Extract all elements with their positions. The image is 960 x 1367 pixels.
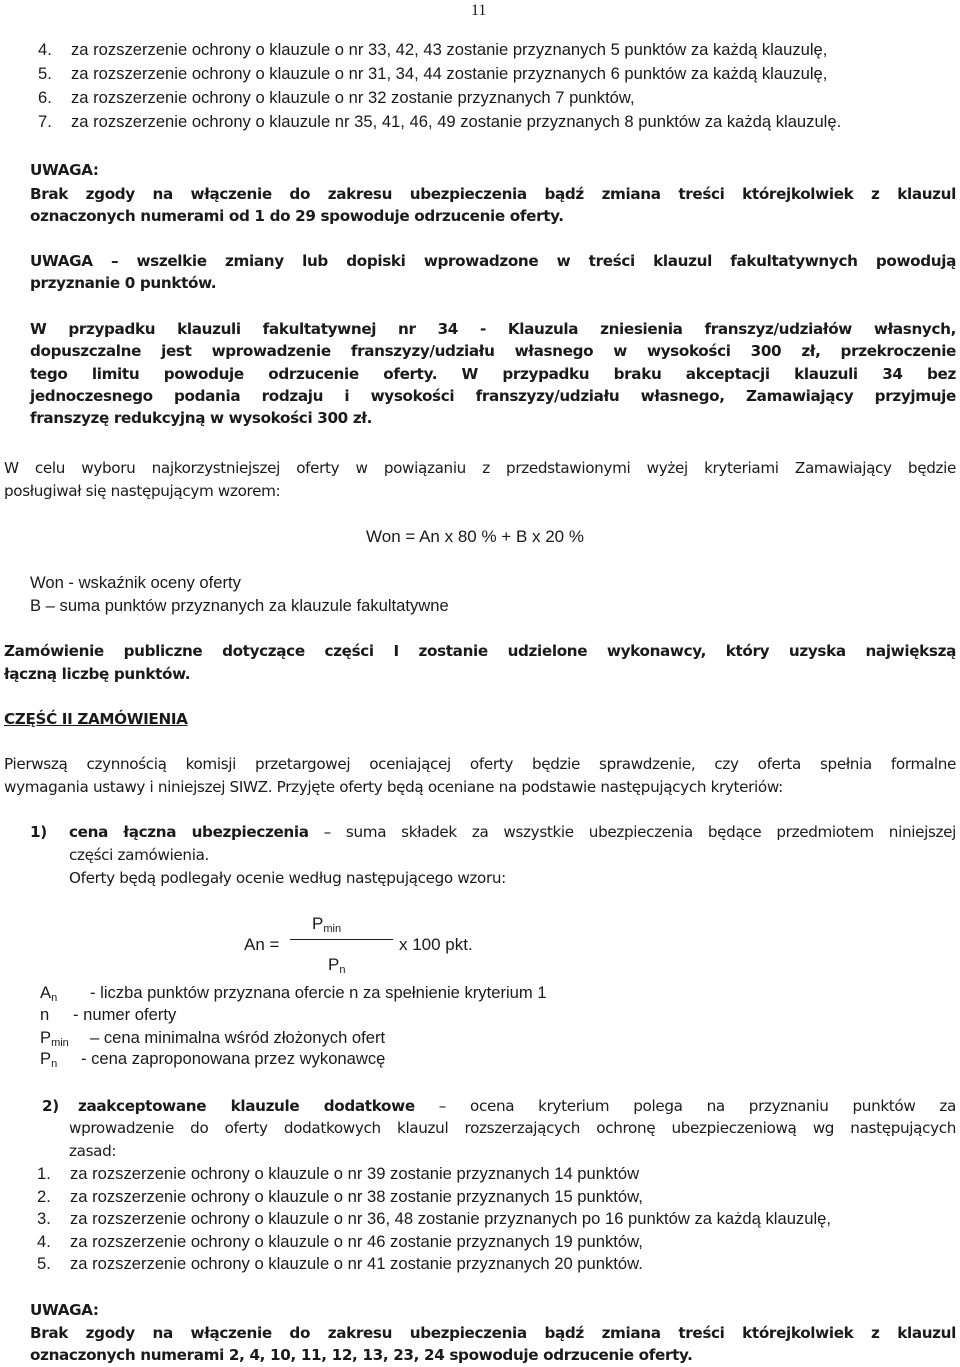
list-item: 7. za rozszerzenie ochrony o klauzule nr 35, 41, 46, 49 zostanie przyznanych 8 punktów za każdą klauzulę. [38,112,842,131]
criterion-line: cena łączna ubezpieczenia – suma składek za wszystkie ubezpieczenia będące przedmiotem niniejszej [69,823,956,841]
criterion-number: 2) [42,1097,59,1115]
criterion-title: cena łączna ubezpieczenia [69,823,309,841]
notice-heading: UWAGA: [30,161,99,179]
paragraph-line: wymagania ustawy i niniejszej SIWZ. Przyjęte oferty będą oceniane na podstawie następujących kryteriów: [4,778,783,796]
formula-an-rhs: x 100 pkt. [399,935,473,954]
legend-item: n - numer oferty [40,1005,177,1024]
criterion-line: części zamówienia. [69,846,210,864]
notice-heading: UWAGA: [30,1301,99,1319]
award-paragraph-line: łączną liczbę punktów. [4,665,191,683]
list-item: 5. za rozszerzenie ochrony o klauzule o nr 41 zostanie przyznanych 20 punktów. [37,1254,643,1273]
legend-b: B – suma punktów przyznanych za klauzule fakultatywne [30,596,449,615]
franchise-paragraph-line: tego limitu powoduje odrzucenie oferty. W przypadku braku akceptacji klauzuli 34 bez [30,365,956,383]
notice-text: przyznanie 0 punktów. [30,274,217,292]
criterion-line: zaakceptowane klauzule dodatkowe – ocena kryterium polega na przyznaniu punktów za [78,1097,956,1115]
criterion-title: zaakceptowane klauzule dodatkowe [78,1097,415,1115]
paragraph-line: W celu wyboru najkorzystniejszej oferty w powiązaniu z przedstawionymi wyżej kryteriami Zamawiający będzie [4,459,956,477]
notice-text: UWAGA – wszelkie zmiany lub dopiski wprowadzone w treści klauzul fakultatywnych powodują [30,252,956,270]
paragraph-line: posługiwał się następującym wzorem: [4,482,281,500]
formula-an-lhs: An = [244,935,280,954]
section-title: CZĘŚĆ II ZAMÓWIENIA [4,710,188,728]
notice-text: oznaczonych numerami od 1 do 29 spowoduje odrzucenie oferty. [30,207,564,225]
list-item: 2. za rozszerzenie ochrony o klauzule o nr 38 zostanie przyznanych 15 punktów, [37,1187,643,1206]
page-number: 11 [471,2,487,19]
fraction-bar [290,939,393,940]
list-item: 4. za rozszerzenie ochrony o klauzule o nr 33, 42, 43 zostanie przyznanych 5 punktów za każdą klauzulę, [38,40,828,59]
notice-text: Brak zgody na włączenie do zakresu ubezpieczenia bądź zmiana treści którejkolwiek z klauzul [30,1324,956,1342]
criterion-line: Oferty będą podlegały ocenie według następującego wzoru: [69,869,506,887]
formula-won: Won = An x 80 % + B x 20 % [366,527,584,546]
formula-denominator: $P_n$ [328,955,346,976]
legend-item: $P_n$ - cena zaproponowana przez wykonawcę [40,1049,386,1070]
legend-item: $A_n$ - liczba punktów przyznana ofercie n za spełnienie kryterium 1 [40,983,547,1004]
formula-numerator: $P_{min}$ [312,914,342,935]
franchise-paragraph-line: franszyzę redukcyjną w wysokości 300 zł. [30,409,373,427]
list-item: 4. za rozszerzenie ochrony o klauzule o nr 46 zostanie przyznanych 19 punktów, [37,1232,643,1251]
legend-won: Won - wskaźnik oceny oferty [30,573,241,592]
notice-text: oznaczonych numerami 2, 4, 10, 11, 12, 13, 23, 24 spowoduje odrzucenie oferty. [30,1346,693,1364]
paragraph-line: Pierwszą czynnością komisji przetargowej oceniającej oferty będzie sprawdzenie, czy oferta spełnia formalne [4,755,956,773]
list-item: 6. za rozszerzenie ochrony o klauzule o nr 32 zostanie przyznanych 7 punktów, [38,88,635,107]
award-paragraph-line: Zamówienie publiczne dotyczące części I zostanie udzielone wykonawcy, który uzyska największą [4,642,956,660]
franchise-paragraph-line: dopuszczalne jest wprowadzenie franszyzy/udziału własnego w wysokości 300 zł, przekroczenie [30,342,956,360]
franchise-paragraph-line: jednoczesnego podania rodzaju i wysokości franszyzy/udziału własnego, Zamawiający przyjmuje [30,387,956,405]
notice-text: Brak zgody na włączenie do zakresu ubezpieczenia bądź zmiana treści którejkolwiek z klauzul [30,185,956,203]
criterion-number: 1) [30,823,47,841]
list-item: 3. za rozszerzenie ochrony o klauzule o nr 36, 48 zostanie przyznanych po 16 punktów za każdą klauzulę, [37,1209,831,1228]
legend-item: $P_{min}$ – cena minimalna wśród złożonych ofert [40,1028,386,1049]
criterion-line: wprowadzenie do oferty dodatkowych klauzul rozszerzających ochronę ubezpieczeniową wg następujących [69,1119,956,1137]
list-item: 1. za rozszerzenie ochrony o klauzule o nr 39 zostanie przyznanych 14 punktów [37,1164,640,1183]
criterion-line: zasad: [69,1142,117,1160]
list-item: 5. za rozszerzenie ochrony o klauzule o nr 31, 34, 44 zostanie przyznanych 6 punktów za każdą klauzulę, [38,64,828,83]
franchise-paragraph-line: W przypadku klauzuli fakultatywnej nr 34 - Klauzula zniesienia franszyz/udziałów własnych, [30,320,956,338]
